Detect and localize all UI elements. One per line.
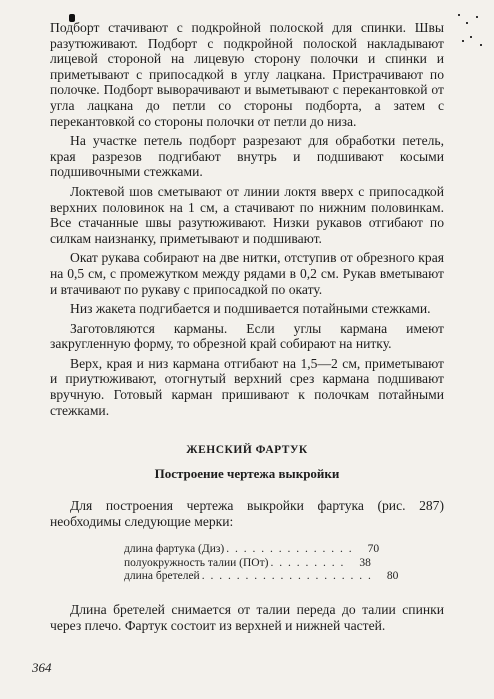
subsection-title: Построение чертежа выкройки bbox=[154, 466, 340, 482]
leader-dots: . . . . . . . . . bbox=[270, 556, 345, 569]
page-number: 364 bbox=[32, 660, 52, 675]
measurement-row bbox=[124, 543, 380, 557]
paragraph-3: Локтевой шов сметывают от линии локтя вверх с припосадкой верхних половинок на 1 см, а стачивают по нижним половинкам. Все стачанные швы разутюживают. Низки рукавов отгибают по силкам наизнанку, приметывают и подшивают. bbox=[50, 183, 444, 246]
measurements-list bbox=[124, 543, 444, 584]
measurement-row bbox=[124, 556, 371, 571]
section-title: ЖЕНСКИЙ ФАРТУК bbox=[186, 444, 308, 457]
paragraph-7: Верх, края и низ кармана отгибают на 1,5—2 см, приметывают и приутюживают, отогнутый верхний срез кармана подшивают вручную. Готовый карман пришивают к полочкам потайными стежками. bbox=[50, 355, 444, 418]
measurement-value: 80 bbox=[386, 570, 399, 583]
intro-paragraph: Для построения чертежа выкройки фартука (рис. 287) необходимы следующие мерки: bbox=[50, 498, 444, 529]
final-paragraph: Длина бретелей снимается от талии переда до талии спинки через плечо. Фартук состоит из верхней и нижней частей. bbox=[50, 601, 444, 633]
leader-dots: . . . . . . . . . . . . . . . bbox=[226, 543, 354, 556]
paragraph-1: Подборт стачивают с подкройной полоской для спинки. Швы разутюживают. Подборт с подкройной полоской накладывают лицевой стороной на лицевую сторону полочки и спинки и приметывают с припосадкой в углу лацкана. Пристрачивают по полочке. Подборт выворачивают и выметывают с перекантовкой от угла лацкана до петли со стороны подборта, а затем с перекантовкой со стороны полочки от петли до низа. bbox=[50, 20, 444, 129]
measurement-value: 70 bbox=[367, 543, 380, 556]
paragraph-5: Низ жакета подгибается и подшивается потайными стежками. bbox=[70, 301, 431, 317]
leader-dots: . . . . . . . . . . . . . . . . . . . . bbox=[201, 570, 373, 583]
paragraph-4: Окат рукава собирают на две нитки, отступив от обрезного края на 0,5 см, с промежутком между рядами в 0,2 см. Рукав вметывают и втачивают по рукаву с припосадкой по окату. bbox=[50, 250, 444, 297]
page-edge-specks bbox=[456, 10, 486, 50]
measurement-value: 38 bbox=[359, 556, 371, 569]
paragraph-6: Заготовляются карманы. Если углы кармана имеют закругленную форму, то обрезной край собирают на нитку. bbox=[50, 320, 444, 352]
page-body bbox=[50, 20, 444, 637]
measurement-label: длина фартука (Диз) bbox=[124, 543, 225, 556]
measurement-row bbox=[124, 570, 399, 584]
measurement-label: длина бретелей bbox=[124, 570, 200, 583]
paragraph-2: На участке петель подборт разрезают для обработки петель, края разрезов подгибают внутрь и подшивают косыми подшивочными стежками. bbox=[50, 133, 444, 180]
measurement-label: полуокружность талии (ПОт) bbox=[124, 556, 269, 569]
